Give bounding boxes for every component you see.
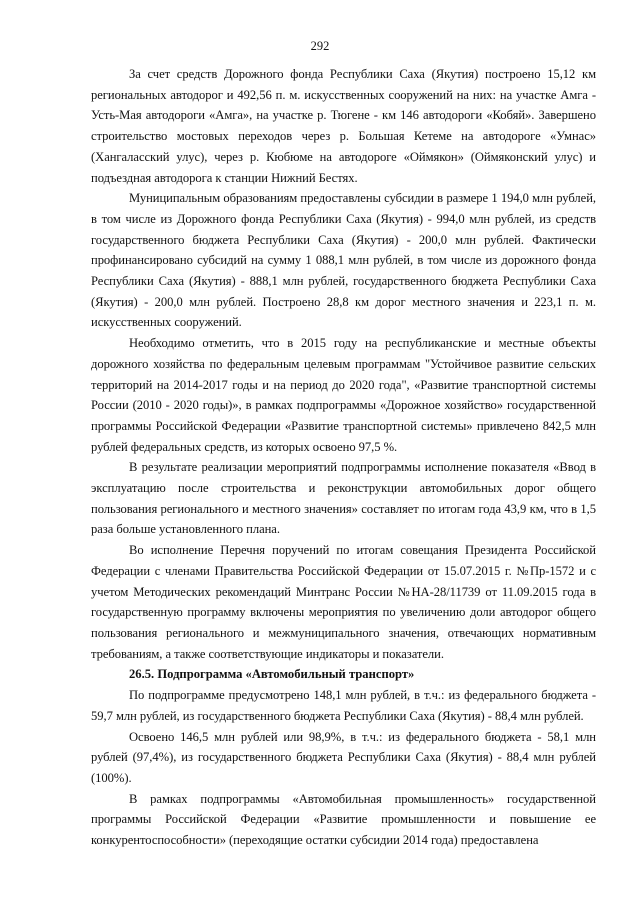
paragraph-automotive-industry: В рамках подпрограммы «Автомобильная промышленность» государственной программы Российской Федерации «Развитие промышленности и повышение ее конкурентоспособности» (переходящие остатки субсидии 2014 года) предоставлена	[91, 791, 596, 848]
paragraph-municipal-subsidies: Муниципальным образованиям предоставлены субсидии в размере 1 194,0 млн рублей, в том числе из Дорожного фонда Республики Саха (Якутия) - 994,0 млн рублей, из средств государственного бюджета Республики Саха (Якутия) - 200,0 млн рублей. Фактически профинансировано субсидий на сумму 1 088,1 млн рублей, в том числе из дорожного фонда Республики Саха (Якутия) - 888,1 млн рублей, государственного бюджета Республики Саха (Якутия) - 200,0 млн рублей. Построено 28,8 км дорог местного значения и 223,1 п. м. искусственных сооружений.	[91, 191, 596, 330]
page-number: 292	[310, 39, 330, 53]
paragraph-indicator-results: В результате реализации мероприятий подпрограммы исполнение показателя «Ввод в эксплуатацию после строительства и реконструкции автомобильных дорог общего пользования регионального и местного значения» составляет по итогам года 43,9 км, что в 1,5 раза больше установленного плана.	[91, 460, 596, 537]
paragraph-subprogram-funding: По подпрограмме предусмотрено 148,1 млн рублей, в т.ч.: из федерального бюджета - 59,7 млн рублей, из государственного бюджета Республики Саха (Якутия) - 88,4 млн рублей.	[91, 688, 596, 723]
paragraph-presidential-instructions: Во исполнение Перечня поручений по итогам совещания Президента Российской Федерации с членами Правительства Российской Федерации от 15.07.2015 г. №Пр-1572 и с учетом Методических рекомендаций Минтранс России №НА-28/11739 от 11.09.2015 года в государственную программу включены мероприятия по увеличению доли автодорог общего пользования регионального и межмуниципального значения, отвечающих нормативным требованиям, а также соответствующие индикаторы и показатели.	[91, 543, 596, 661]
paragraph-subprogram-spent: Освоено 146,5 млн рублей или 98,9%, в т.ч.: из федерального бюджета - 58,1 млн рублей (97,4%), из государственного бюджета Республики Саха (Якутия) - 88,4 млн рублей (100%).	[91, 729, 596, 785]
paragraph-federal-programs: Необходимо отметить, что в 2015 году на республиканские и местные объекты дорожного хозяйства по федеральным целевым программам "Устойчивое развитие сельских территорий на 2014-2017 годы и на период до 2020 года", «Развитие транспортной системы России (2010 - 2020 годы)», в рамках подпрограммы «Дорожное хозяйство» государственной программы Российской Федерации «Развитие транспортной системы» привлечено 842,5 млн рублей федеральных средств, из которых освоено 97,5 %.	[91, 336, 596, 454]
document-body	[91, 64, 596, 851]
section-heading: 26.5. Подпрограмма «Автомобильный транспорт»	[129, 667, 415, 682]
paragraph-road-fund-construction: За счет средств Дорожного фонда Республики Саха (Якутия) построено 15,12 км региональных автодорог и 492,56 п. м. искусственных сооружений на них: на участке Амга - Усть-Мая автодороги «Амга», на участке р. Тюгене - км 146 автодороги «Кобяй». Завершено строительство мостовых переходов через р. Большая Кетеме на автодороге «Умнас» (Хангаласский улус), через р. Кюбюме на автодороге «Оймякон» (Оймяконский улус) и подъездная автодорога к станции Нижний Бестях.	[91, 67, 596, 185]
